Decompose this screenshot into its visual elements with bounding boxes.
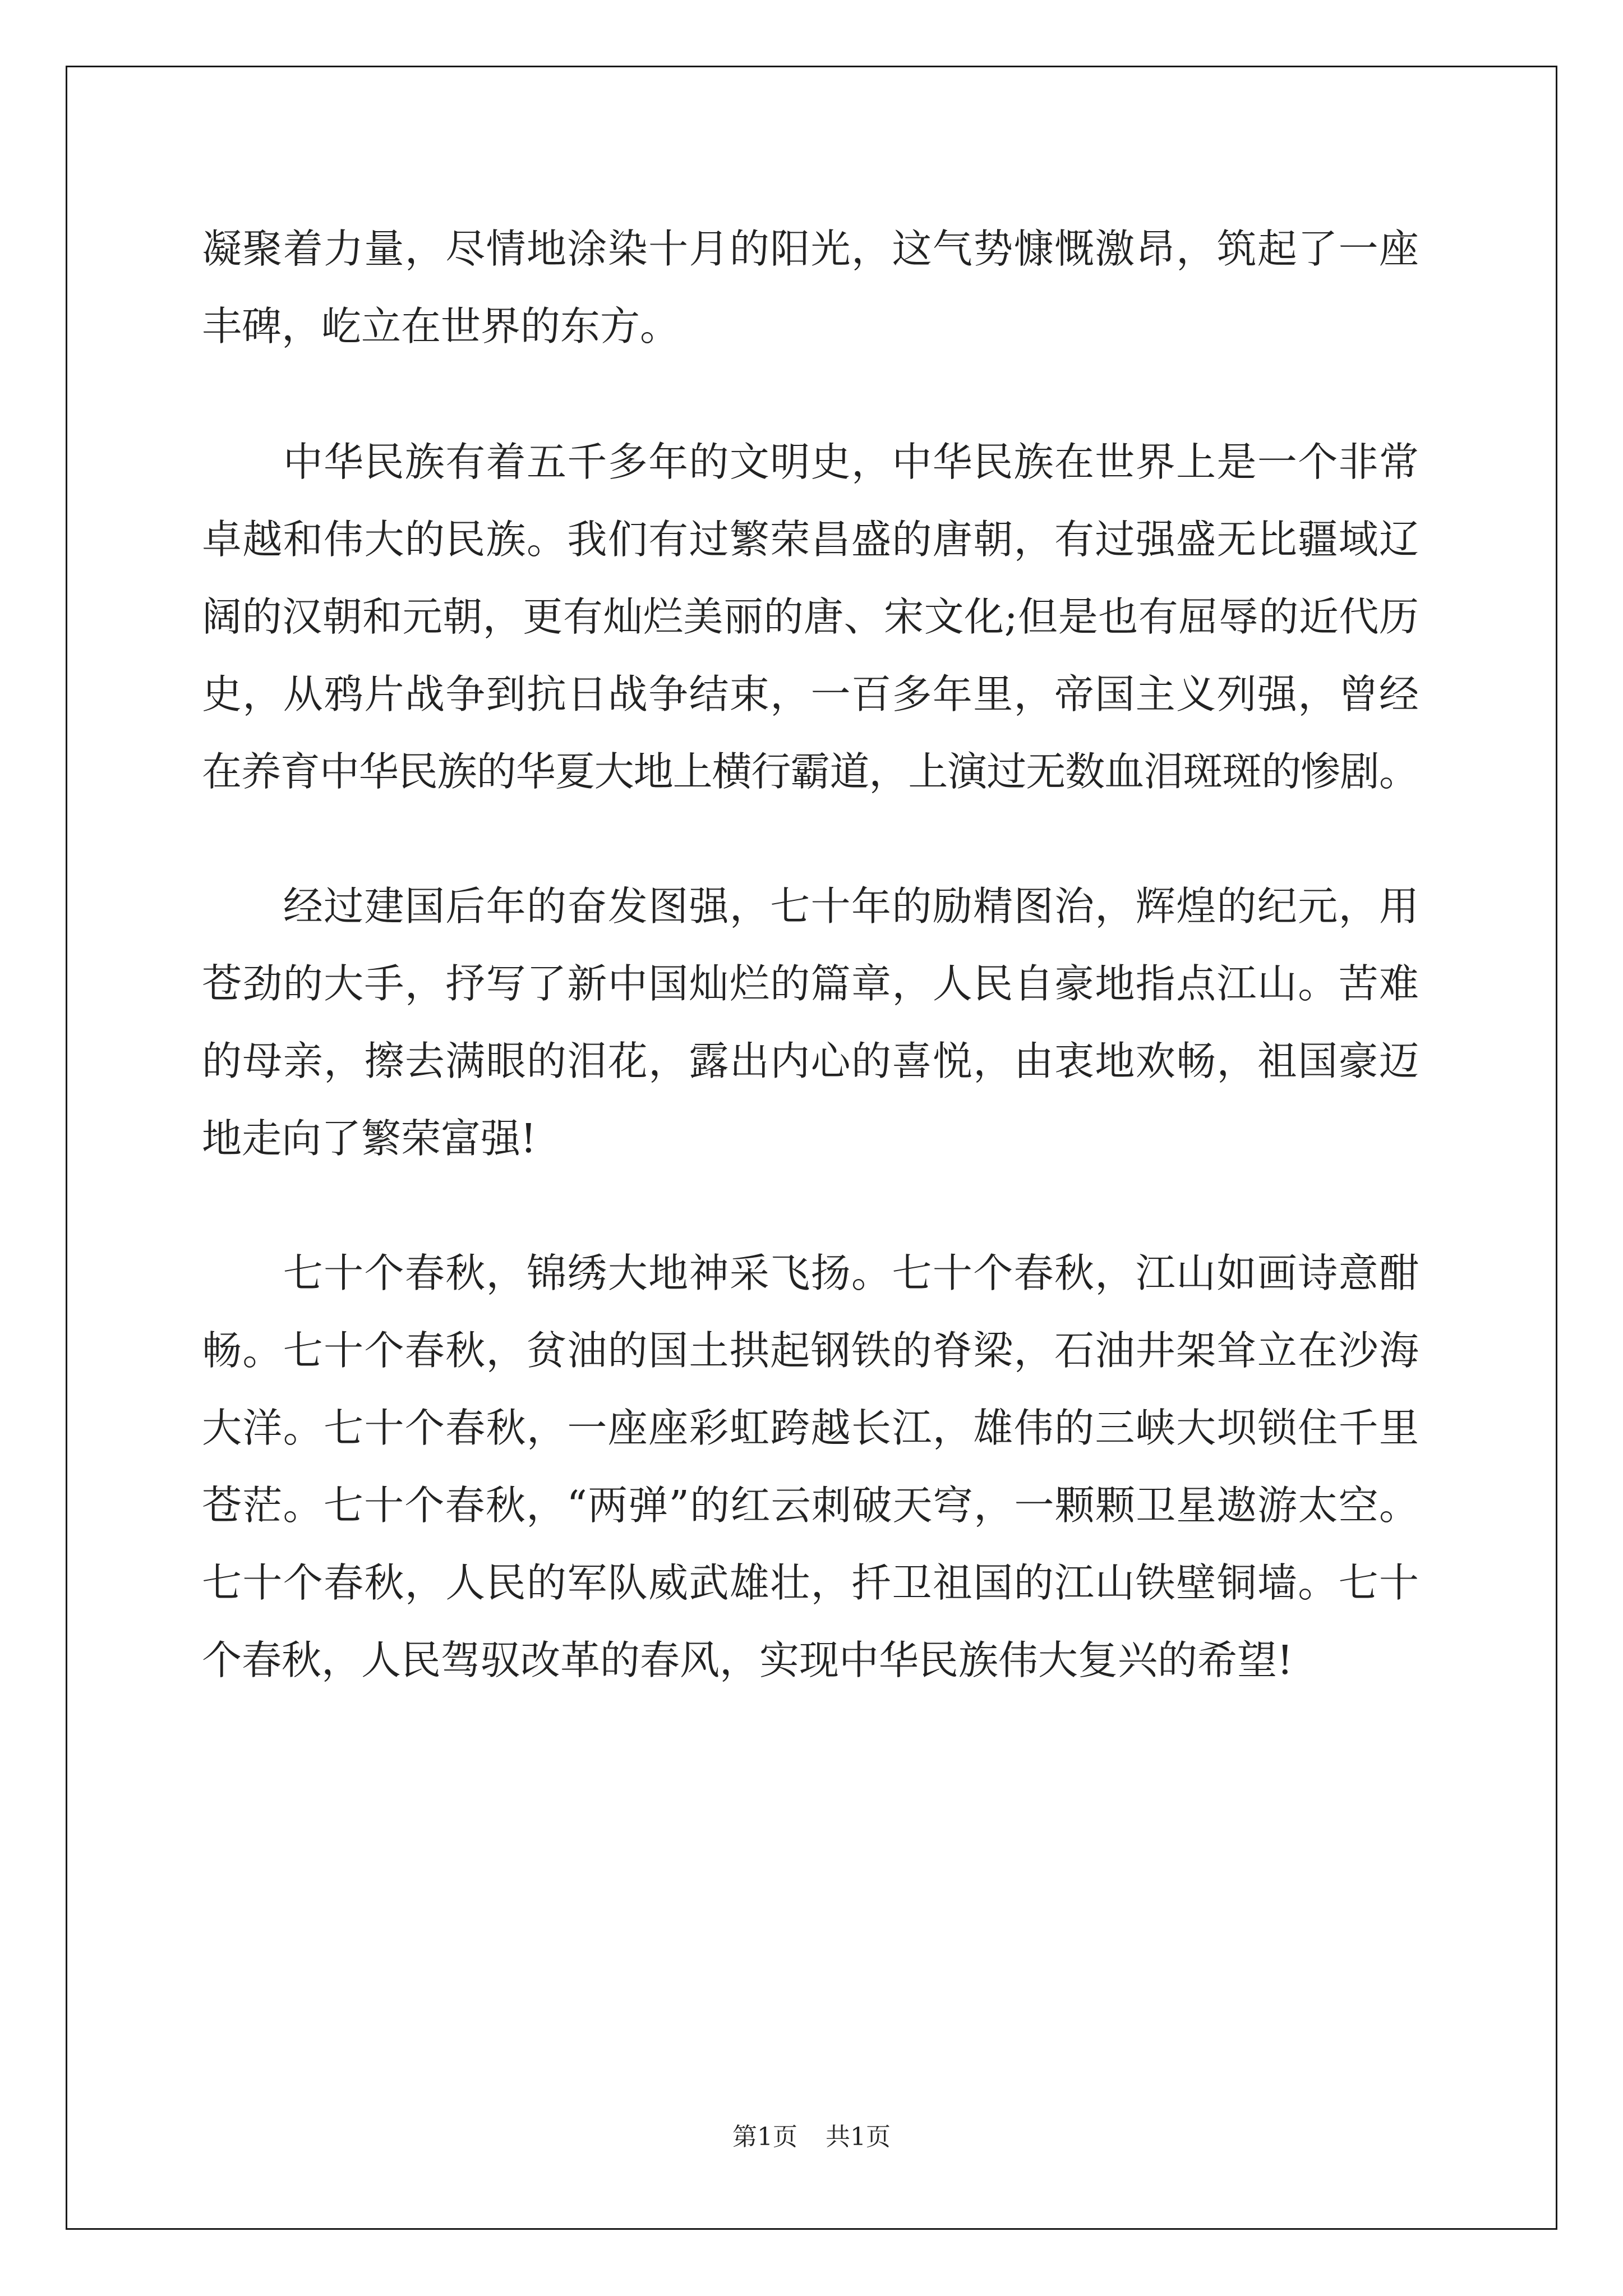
- text-line: 卓越和伟大的民族。我们有过繁荣昌盛的唐朝，有过强盛无比疆域辽: [202, 516, 1420, 563]
- text-line: 阔的汉朝和元朝，更有灿烂美丽的唐、宋文化;但是也有屈辱的近代历: [202, 593, 1419, 640]
- text-line: 苍劲的大手，抒写了新中国灿烂的篇章，人民自豪地指点江山。苦难: [202, 960, 1420, 1007]
- text-line: 个春秋，人民驾驭改革的春风，实现中华民族伟大复兴的希望!: [202, 1637, 1293, 1683]
- page-count: 共1页: [826, 2123, 891, 2151]
- page-number: 第1页: [732, 2123, 797, 2151]
- text-line: 经过建国后年的奋发图强，七十年的励精图治，辉煌的纪元，用: [202, 883, 1420, 930]
- text-line: 苍茫。七十个春秋，“两弹”的红云刺破天穹，一颗颗卫星遨游太空。: [202, 1482, 1420, 1529]
- text-line: 中华民族有着五千多年的文明史，中华民族在世界上是一个非常: [202, 439, 1420, 485]
- text-line: 七十个春秋，人民的军队威武雄壮，扦卫祖国的江山铁壁铜墙。七十: [202, 1559, 1420, 1606]
- text-line: 的母亲，擦去满眼的泪花，露出内心的喜悦，由衷地欢畅，祖国豪迈: [202, 1038, 1420, 1084]
- text-line: 凝聚着力量，尽情地涂染十月的阳光，这气势慷慨激昂，筑起了一座: [202, 226, 1420, 272]
- text-line: 大洋。七十个春秋，一座座彩虹跨越长江，雄伟的三峡大坝锁住千里: [202, 1405, 1420, 1451]
- text-line: 七十个春秋，锦绣大地神采飞扬。七十个春秋，江山如画诗意酣: [202, 1250, 1420, 1296]
- text-line: 丰碑，屹立在世界的东方。: [202, 303, 680, 349]
- text-line: 畅。七十个春秋，贫油的国土拱起钢铁的脊梁，石油井架耸立在沙海: [202, 1327, 1420, 1374]
- page-footer: [0, 2125, 1623, 2150]
- text-line: 地走向了繁荣富强!: [202, 1115, 537, 1162]
- text-line: 在养育中华民族的华夏大地上横行霸道，上演过无数血泪斑斑的惨剧。: [202, 748, 1418, 795]
- text-line: 史，从鸦片战争到抗日战争结束，一百多年里，帝国主义列强，曾经: [202, 671, 1420, 717]
